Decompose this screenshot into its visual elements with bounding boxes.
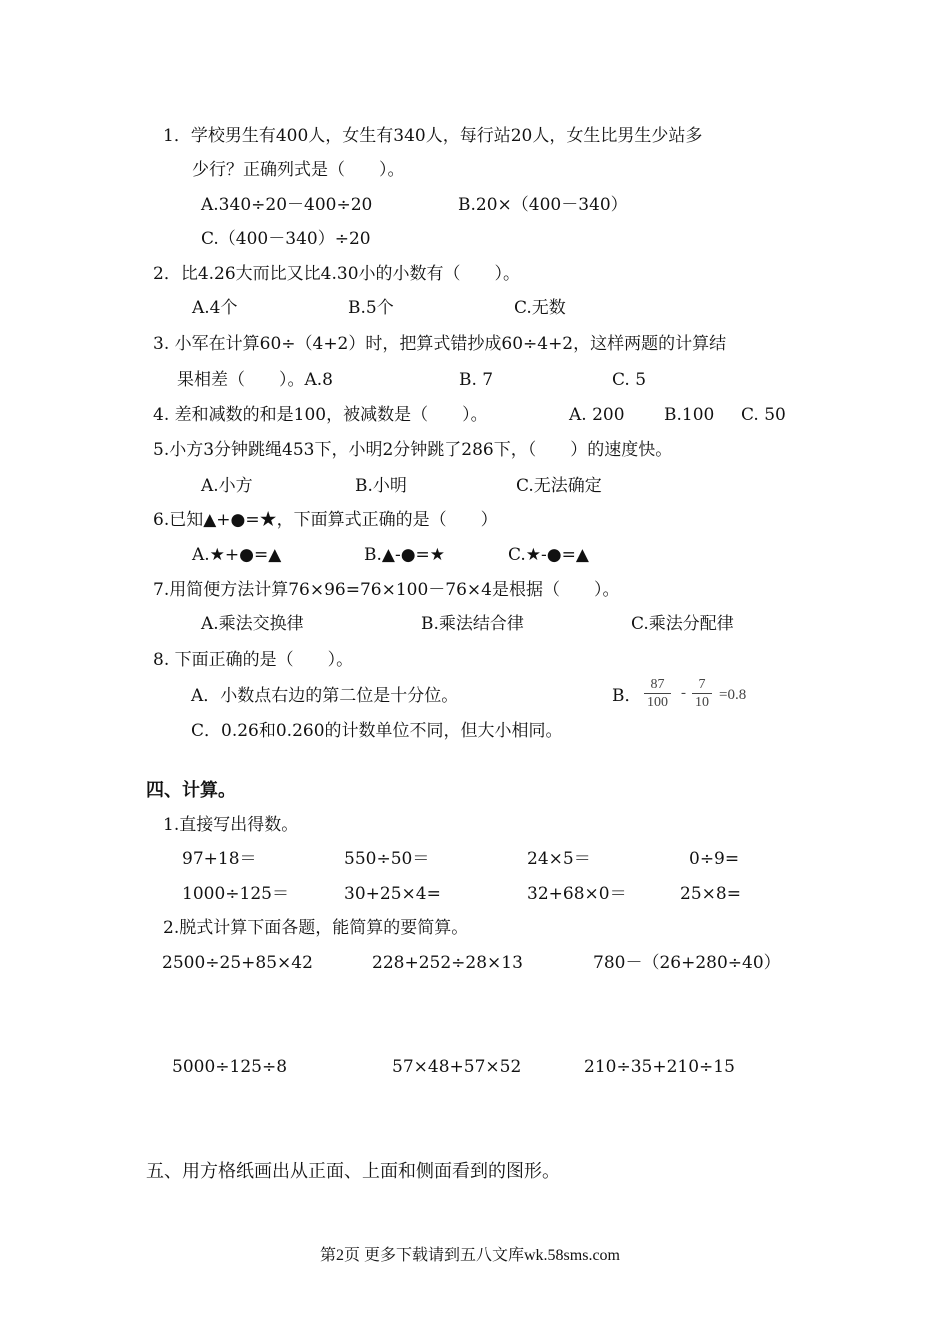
oral-calc-item: 550÷50＝ bbox=[344, 849, 430, 869]
q8-fraction-2 bbox=[692, 677, 712, 712]
q8-result: =0.8 bbox=[719, 687, 747, 703]
q6-option-a: A.★+●=▲ bbox=[192, 545, 282, 565]
section4-sub2: 2.脱式计算下面各题，能简算的要简算。 bbox=[163, 918, 469, 938]
q1-option-c: C.（400－340）÷20 bbox=[201, 229, 371, 249]
q5-option-b: B.小明 bbox=[355, 476, 407, 496]
q7-stem: 7.用简便方法计算76×96=76×100－76×4是根据（ ）。 bbox=[153, 580, 620, 600]
written-calc-item: 57×48+57×52 bbox=[392, 1057, 522, 1077]
q6-stem: 6.已知▲+●=★，下面算式正确的是（ ） bbox=[153, 510, 498, 530]
oral-calc-item: 24×5＝ bbox=[527, 849, 591, 869]
oral-calc-item: 25×8= bbox=[680, 884, 741, 904]
q3-option-b: B. 7 bbox=[459, 370, 494, 390]
oral-calc-item: 1000÷125＝ bbox=[182, 884, 289, 904]
fraction-denominator: 10 bbox=[695, 695, 709, 710]
q3-line1: 3. 小军在计算60÷（4+2）时，把算式错抄成60÷4+2，这样两题的计算结 bbox=[153, 334, 727, 354]
q7-option-c: C.乘法分配律 bbox=[631, 614, 734, 634]
q2-stem: 2．比4.26大而比又比4.30小的小数有（ ）。 bbox=[153, 264, 521, 284]
q8-option-a: A．小数点右边的第二位是十分位。 bbox=[191, 686, 459, 706]
q6-option-c: C.★-●=▲ bbox=[508, 545, 589, 565]
q4-option-b: B.100 bbox=[664, 405, 715, 425]
q1-option-a: A.340÷20－400÷20 bbox=[201, 195, 373, 215]
q8-fraction-1 bbox=[644, 677, 671, 712]
fraction-denominator: 100 bbox=[647, 695, 668, 710]
q2-option-b: B.5个 bbox=[348, 298, 394, 318]
q1-option-b: B.20×（400－340） bbox=[458, 195, 628, 215]
section4-sub1: 1.直接写出得数。 bbox=[163, 815, 299, 835]
q1-line1: 1．学校男生有400人，女生有340人，每行站20人，女生比男生少站多 bbox=[163, 126, 703, 146]
oral-calc-item: 0÷9= bbox=[689, 849, 740, 869]
written-calc-item: 210÷35+210÷15 bbox=[584, 1057, 735, 1077]
q7-option-b: B.乘法结合律 bbox=[421, 614, 524, 634]
section4-heading: 四、计算。 bbox=[146, 780, 236, 801]
q3-line2: 果相差（ ）。A.8 bbox=[177, 370, 333, 390]
q5-option-a: A.小方 bbox=[201, 476, 253, 496]
q4-option-c: C. 50 bbox=[741, 405, 786, 425]
oral-calc-item: 97+18＝ bbox=[182, 849, 257, 869]
q2-option-a: A.4个 bbox=[192, 298, 238, 318]
q8-option-b-label: B． bbox=[612, 686, 642, 706]
page-footer: 第2页 更多下载请到五八文库wk.58sms.com bbox=[320, 1247, 621, 1264]
oral-calc-item: 30+25×4= bbox=[344, 884, 441, 904]
q5-option-c: C.无法确定 bbox=[516, 476, 602, 496]
q1-line2: 少行？正确列式是（ ）。 bbox=[192, 160, 405, 180]
q5-stem: 5.小方3分钟跳绳453下，小明2分钟跳了286下，（ ）的速度快。 bbox=[153, 440, 673, 460]
fraction-numerator: 7 bbox=[692, 677, 712, 694]
q3-option-c: C. 5 bbox=[612, 370, 647, 390]
section5-heading: 五、用方格纸画出从正面、上面和侧面看到的图形。 bbox=[146, 1161, 560, 1182]
q4-option-a: A. 200 bbox=[569, 405, 625, 425]
q2-option-c: C.无数 bbox=[514, 298, 566, 318]
q8-minus-sign: - bbox=[681, 685, 686, 701]
q7-option-a: A.乘法交换律 bbox=[201, 614, 304, 634]
written-calc-item: 780－（26+280÷40） bbox=[593, 953, 781, 973]
written-calc-item: 2500÷25+85×42 bbox=[162, 953, 313, 973]
q4-stem: 4. 差和减数的和是100，被减数是（ ）。 bbox=[153, 405, 488, 425]
written-calc-item: 5000÷125÷8 bbox=[172, 1057, 288, 1077]
q8-option-c: C．0.26和0.260的计数单位不同，但大小相同。 bbox=[191, 721, 563, 741]
q8-stem: 8. 下面正确的是（ ）。 bbox=[153, 650, 354, 670]
oral-calc-item: 32+68×0＝ bbox=[527, 884, 627, 904]
q6-option-b: B.▲-●=★ bbox=[364, 545, 446, 565]
written-calc-item: 228+252÷28×13 bbox=[372, 953, 523, 973]
fraction-numerator: 87 bbox=[644, 677, 671, 694]
